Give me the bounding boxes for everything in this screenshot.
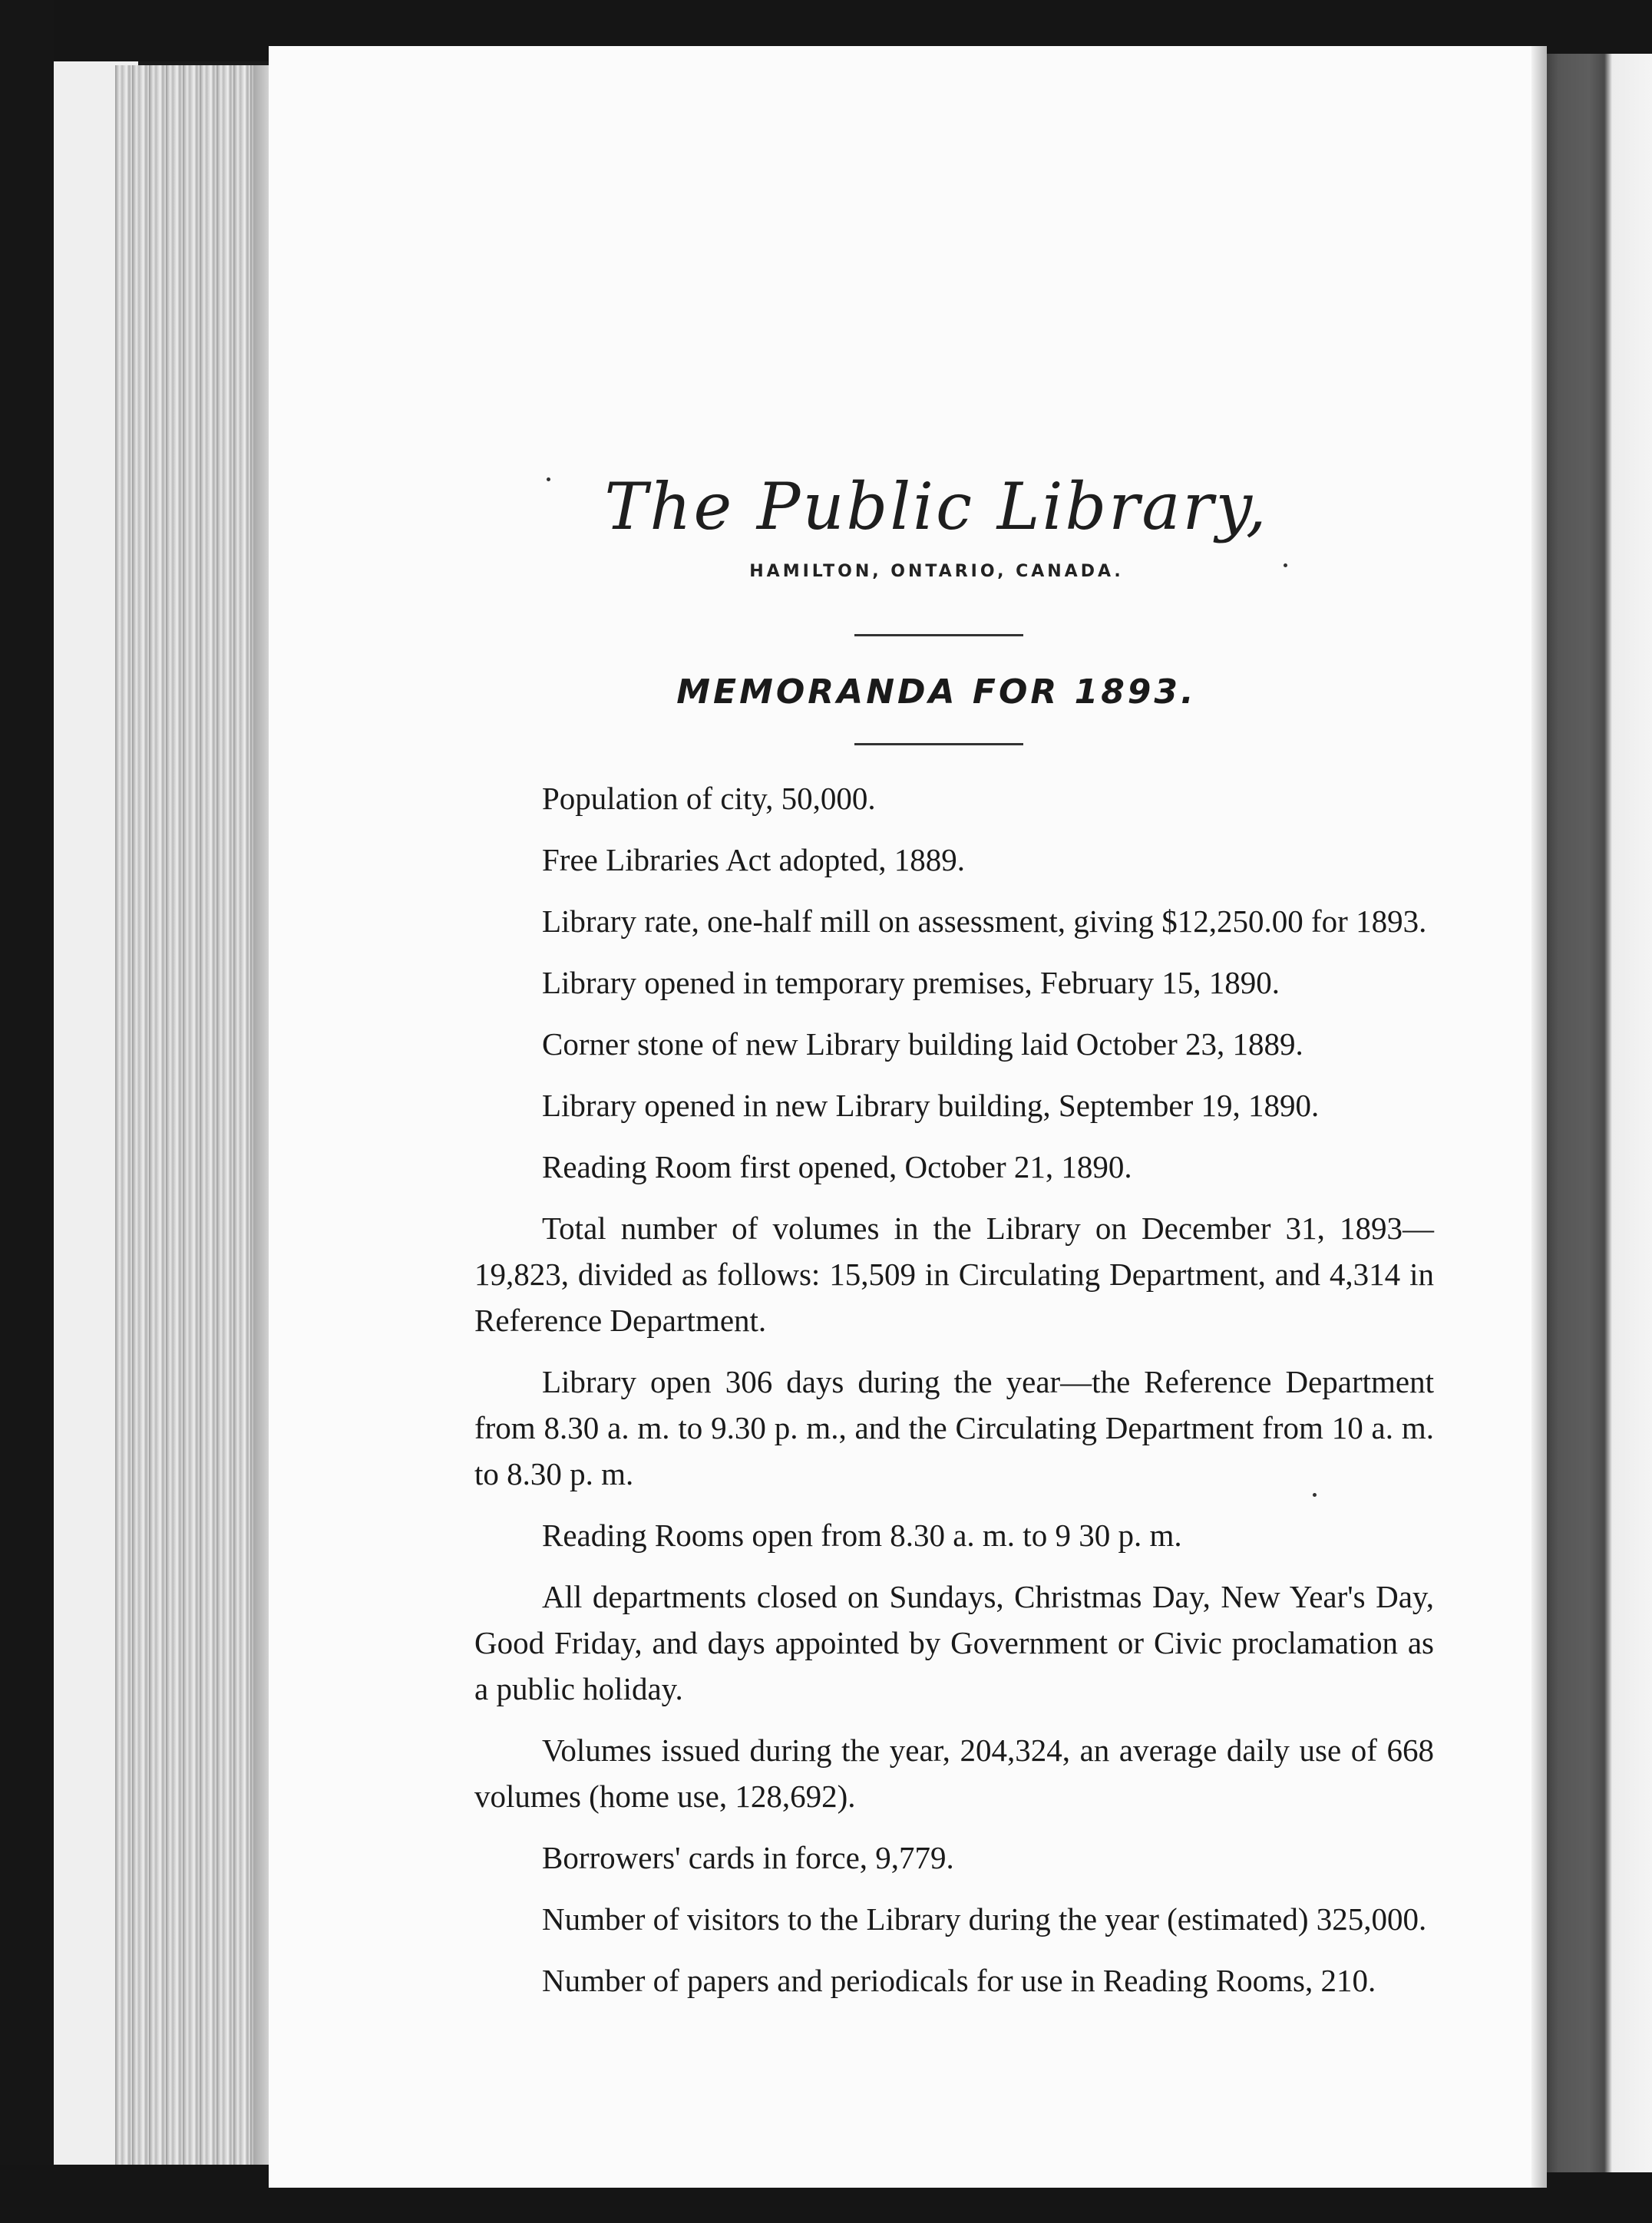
- memo-paragraph: Free Libraries Act adopted, 1889.: [542, 842, 966, 877]
- divider-rule-bottom: [854, 743, 1023, 745]
- memo-paragraph: Library opened in new Library building, September 19, 1890.: [542, 1088, 1320, 1123]
- memo-paragraph: Number of visitors to the Library during the year (estimated) 325,000.: [542, 1901, 1427, 1937]
- memoranda-body: [474, 775, 1434, 2019]
- library-location: HAMILTON, ONTARIO, CANADA.: [749, 562, 1124, 581]
- page-spine-shadow: [1531, 46, 1547, 2188]
- scan-background-left: [0, 0, 54, 2223]
- facing-page-edge: [1543, 54, 1652, 2172]
- memo-paragraph: Number of papers and periodicals for use in Reading Rooms, 210.: [542, 1963, 1376, 1998]
- memo-paragraph: Borrowers' cards in force, 9,779.: [542, 1840, 954, 1875]
- ink-speck: [1284, 563, 1287, 567]
- masthead: [476, 468, 1397, 581]
- page-stack-shadow: [253, 65, 270, 2165]
- memo-paragraph: Population of city, 50,000.: [542, 781, 876, 816]
- memo-paragraph: Reading Room first opened, October 21, 1890.: [542, 1149, 1132, 1184]
- memo-paragraph: Library open 306 days during the year—the Reference Department from 8.30 a. m. to 9.30 p. m., and the Circulating Department from 10 a. m. to 8.30 p. m.: [474, 1364, 1434, 1491]
- memo-paragraph: Reading Rooms open from 8.30 a. m. to 9 30 p. m.: [542, 1518, 1182, 1553]
- memo-paragraph: Volumes issued during the year, 204,324, an average daily use of 668 volumes (home use, 128,692).: [474, 1732, 1434, 1814]
- library-title: The Public Library,: [604, 469, 1269, 544]
- memoranda-heading: MEMORANDA FOR 1893.: [676, 672, 1197, 712]
- memo-paragraph: All departments closed on Sundays, Christmas Day, New Year's Day, Good Friday, and days appointed by Government or Civic proclamation as a public holiday.: [474, 1579, 1434, 1706]
- memo-paragraph: Library opened in temporary premises, February 15, 1890.: [542, 965, 1280, 1000]
- ink-speck: [547, 477, 550, 481]
- memo-paragraph: Library rate, one-half mill on assessment, giving $12,250.00 for 1893.: [542, 903, 1427, 939]
- page-stack-edges: [115, 65, 269, 2165]
- memo-paragraph: Corner stone of new Library building laid October 23, 1889.: [542, 1026, 1303, 1062]
- memo-paragraph: Total number of volumes in the Library on December 31, 1893—19,823, divided as follows: 15,509 in Circulating Department, and 4,314 in Reference Department.: [474, 1211, 1434, 1338]
- ink-speck: [1313, 1493, 1317, 1497]
- divider-rule-top: [854, 634, 1023, 636]
